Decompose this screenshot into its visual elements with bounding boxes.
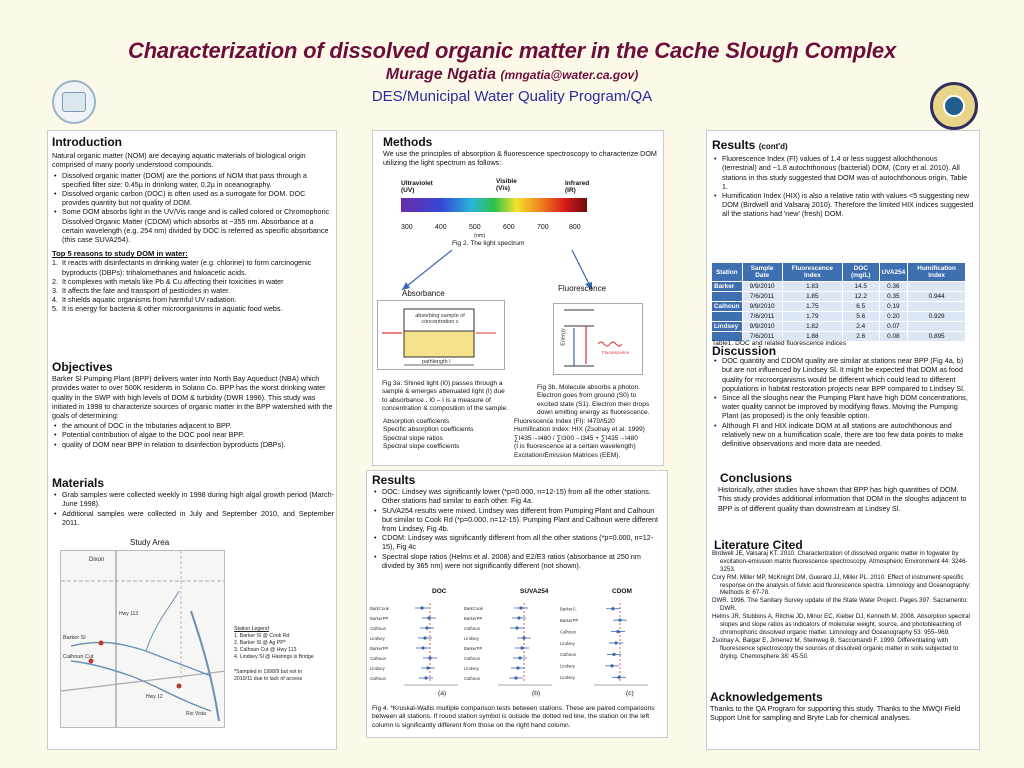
table-cell: 0.929 [908, 312, 966, 322]
methods-section [383, 135, 658, 169]
table-cell: 7/6/2011 [742, 292, 782, 302]
intro-heading: Introduction [52, 135, 122, 149]
fluorescence-diagram [553, 303, 643, 375]
table-cell: Calhoun [712, 302, 743, 312]
table-header-row [712, 263, 966, 282]
fluorescence-emission-label: Fluorescence [602, 350, 630, 355]
table-cell: 5.6 [842, 312, 879, 322]
literature-section [712, 538, 976, 661]
objective-bullet: • quality of DOM near BPP in relation to disinfection byproducts (DBPs). [52, 440, 334, 449]
result-bullet: • Spectral slope ratios (Helms et al. 2008) and E2/E3 ratios (absorbance at 250 nm divided by 365 nm) were not significantly different (not shown). [372, 552, 662, 570]
map-title: Study Area [130, 538, 170, 547]
results-heading: Results [372, 473, 416, 487]
absorbance-item: Spectral slope coefficients [383, 443, 460, 451]
panel-label-a: (a) [438, 690, 447, 697]
row-label: BarkCook [370, 605, 389, 611]
station-dot [520, 646, 523, 649]
legend-item: 2. Barker Sl @ Ag PP* [234, 640, 286, 646]
visible-label: Visible (Vis) [496, 178, 517, 192]
station-dot [423, 636, 426, 639]
absorbance-item: Specific absorption coefficients [383, 426, 474, 434]
station-dot [420, 606, 423, 609]
reference-item: Zsolnay A, Baigar E, Jimenez M, Steinweg B, Saccomandi F. 1999. Differentiating with fluorescence spectroscopy the sources of dissolved organic matter in soils subjected to drying. Chemosphere 38: 45-50. [712, 636, 959, 660]
result-bullet: • DOC: Lindsey was significantly lower (*p=0.000, n=12-15) from all the other stations. Other stations had similar to each other. Fig 4a. [372, 487, 662, 505]
row-label: BarkerPP [464, 645, 483, 651]
material-bullet: • Grab samples were collected weekly in 1998 during high algal growth period (March-June 1998). [52, 490, 334, 508]
row-label: Lindsey [560, 640, 575, 646]
spectrum-tick: 300 [401, 224, 413, 231]
station-dot [515, 626, 518, 629]
reference-item: Helms JR, Stubbins A, Ritchie JD, Minor EC, Kieber DJ, Kenneth M. 2008. Absorption spectral slopes and slope ratios as indicators of molecular weight, source, and photobleaching of chromophoric dissolved organic matter. Limnology and Oceanography 53: 955–969. [712, 613, 970, 636]
table-header-cell: Fluorescence Index [782, 263, 842, 282]
objectives-heading: Objectives [52, 360, 113, 374]
station-dot [516, 666, 519, 669]
discussion-section [712, 335, 974, 448]
row-label: Calhoun [370, 655, 387, 661]
suva-dotplot [462, 599, 554, 689]
objective-bullet: • Potential contribution of algae to the DOC pool near BPP. [52, 430, 334, 439]
table-cell: 14.5 [842, 282, 879, 292]
table-header-cell: Station [712, 263, 743, 282]
cdom-chart-title: CDOM [612, 588, 632, 595]
fluorescence-item: Humification Index: HIX (Zsolnay et al. 1999) [514, 426, 645, 434]
author-line [0, 66, 1024, 84]
map-label-hwy113: Hwy 113 [119, 611, 139, 617]
table-cell: 1.85 [782, 292, 842, 302]
table1-caption: Table1. DOC and related fluorescence indices [712, 340, 847, 347]
reason-item: 5. It is energy for bacteria & other microorganisms in aquatic food webs. [52, 304, 283, 314]
spectrum-bar [401, 198, 587, 212]
energy-axis-label: Energy [560, 328, 567, 346]
map-label-dixon: Dixon [89, 557, 105, 563]
absorbance-list [383, 418, 503, 452]
station-dot [617, 676, 620, 679]
discussion-bullet: • Since all the sloughs near the Pumping Plant have high DOM concentrations, water quality cannot be improved by modifying flows. Moving the Pumping Plant (as proposed) is the only feasible option. [712, 393, 974, 421]
row-label: BarkerPP [370, 645, 389, 651]
reference-item: Birdwell JE, Valsaraj KT. 2010. Characterization of dissolved organic matter in fogwater by excitation-emission matrix fluorescence spectroscopy. Atmospheric Environment 44: 3246-3253. [712, 549, 968, 573]
material-bullet: • Additional samples were collected in July and September 2010, and September 2011. [52, 509, 334, 527]
table-cell [908, 302, 966, 312]
intro-bullet: • Some DOM absorbs light in the UV/Vis range and is called colored or Chromophoric Dissolved Organic Matter (CDOM) which absorbs at ~355 nm. Absorbance at a certain wavelength (e.g. 254 nm) divided by DOC is referred as specific absorbance (this case SUVA254). [52, 207, 334, 244]
table-cell: 1.88 [782, 332, 842, 342]
results-cont-bullets [712, 154, 974, 218]
objective-bullet: • the amount of DOC in the tributaries adjacent to BPP. [52, 421, 334, 430]
cdom-dotplot [558, 599, 650, 689]
table-row [712, 302, 966, 312]
results-cont-bullet: • Fluorescence Index (FI) values of 1.4 or less suggest allochthonous (terrestrial) and ~1.8 autochthonous (bacterial) DOM, (Cory et al. 2010). All stations in this study suggested that DOM was of autochthonous origin, Table 1. [712, 154, 974, 191]
table-row [712, 312, 966, 322]
table-cell: 1.79 [782, 312, 842, 322]
row-label: BarkerPP [464, 615, 483, 621]
map-label-calhoun: Calhoun Cut [63, 654, 94, 660]
row-label: BarkerPP [560, 617, 579, 623]
table-cell: Lindsey [712, 322, 743, 332]
absorbance-item: Spectral slope ratios [383, 434, 443, 442]
row-label: Calhoun [560, 629, 577, 635]
absorbance-diagram [377, 300, 505, 370]
station-dot [518, 656, 521, 659]
fig2-caption: Fig 2. The light spectrum [452, 240, 525, 247]
reasons-heading: Top 5 reasons to study DOM in water: [52, 249, 188, 259]
table-row [712, 292, 966, 302]
doc-fluorescence-table [711, 262, 966, 342]
results-section [372, 473, 662, 570]
discussion-heading: Discussion [712, 344, 777, 358]
intro-bullets [52, 171, 334, 245]
acknowledgements-text: Thanks to the QA Program for supporting this study. Thanks to the MWQI Field Support Unit for sampling and Bryte Lab for chemical analyses. [710, 704, 961, 723]
table-header-cell: Sample Date [742, 263, 782, 282]
row-label: Calhoun [370, 625, 387, 631]
acknowledgements-heading: Acknowledgements [710, 690, 823, 704]
table-cell: 1.83 [782, 282, 842, 292]
table-cell: 0.08 [879, 332, 908, 342]
table-cell [712, 312, 743, 322]
table-cell [908, 322, 966, 332]
discussion-bullet: • Although FI and HIX indicate DOM at all stations are autochthonous and relatively new on a humification scale, there are too few data points to make definitive observations and more data are needed. [712, 421, 974, 449]
table-cell: 9/9/2010 [742, 322, 782, 332]
table-cell: 0.895 [908, 332, 966, 342]
station-dot [421, 646, 424, 649]
spectrum-tick: 600 [503, 224, 515, 231]
reasons-list [52, 258, 334, 313]
results-bullets [372, 487, 662, 570]
suva-chart-title: SUVA254 [520, 588, 549, 595]
table-header-cell: DOC (mg/L) [842, 263, 879, 282]
table-header-cell: Humification Index [908, 263, 966, 282]
absorbance-label: Absorbance [402, 289, 445, 298]
panel-label-c: (c) [626, 690, 634, 697]
results-cont-section [712, 138, 974, 219]
result-bullet: • CDOM: Lindsey was significantly different from all the other stations (*p=0.000, n=12-15), Fig 4c [372, 533, 662, 551]
table-cell: 0.944 [908, 292, 966, 302]
fluorescence-label: Fluorescence [558, 284, 607, 293]
reason-item: 1. It reacts with disinfectants in drinking water (e.g. chlorine) to form carcinogenic byproducts (DBPs): trihalomethanes and haloacetic acids. [52, 258, 312, 277]
table-cell: 12.2 [842, 292, 879, 302]
station-dot [519, 606, 522, 609]
row-label: Calhoun [370, 675, 387, 681]
discussion-bullets [712, 356, 974, 448]
reference-item: Cory RM, Miller MP, McKnight DM, Guerard JJ, Miller PL. 2010. Effect of instrument-specific response on the analysis of fulvic acid fluorescence spectra. Limnology and Oceanography: Methods 8: 67-78. [712, 573, 971, 597]
fluorescence-item: (I is fluorescence at a certain wavelength) [514, 443, 636, 451]
acknowledgements-section [710, 690, 980, 724]
row-label: BarkerC. [560, 606, 577, 612]
uv-label: Ultraviolet (UV) [401, 180, 433, 194]
author-name: Murage Ngatia [385, 66, 497, 83]
doc-dotplot [368, 599, 460, 689]
table-cell: 1.75 [782, 302, 842, 312]
table-cell: 7/6/2011 [742, 332, 782, 342]
legend-note: *Sampled in 1998/9 but not in 2010/11 due to lack of access [234, 669, 303, 682]
fluorescence-list [514, 418, 662, 460]
row-label: Calhoun [464, 655, 481, 661]
table-cell: 0.19 [879, 302, 908, 312]
table-cell: 0.20 [879, 312, 908, 322]
station-dot [428, 656, 431, 659]
station-dot [610, 664, 613, 667]
study-area-map [60, 550, 225, 728]
objectives-bullets [52, 421, 334, 449]
row-label: Lindsey [370, 665, 385, 671]
materials-section [52, 476, 334, 527]
table-row [712, 322, 966, 332]
station-dot [522, 636, 525, 639]
doc-chart-title: DOC [432, 588, 447, 595]
map-label-barker: Barker Sl [63, 635, 86, 641]
methods-lead: We use the principles of absorption & fluorescence spectroscopy to characterize DOM utilizing the light spectrum as follows: [383, 149, 657, 168]
row-label: Lindsey [464, 665, 479, 671]
materials-bullets [52, 490, 334, 527]
author-email: (mngatia@water.ca.gov) [500, 68, 639, 82]
reference-item: DWR. 1996. The Sanitary Survey update of the State Water Project. Pages 397. Sacramento: DWR. [712, 597, 968, 613]
table-cell: 7/6/2011 [742, 312, 782, 322]
results-cont-bullet: • Humification Index (HIX) is also a relative ratio with values <5 suggesting new DOM (Birdwell and Valsaraj 2010). Therefore the limited HIX indices suggested all the stations had 'new' (fresh) DOM. [712, 191, 974, 219]
ir-label: Infrared (IR) [565, 180, 590, 194]
station-dot [614, 641, 617, 644]
table-cell: 2.4 [842, 322, 879, 332]
row-label: Lindsey [370, 635, 385, 641]
table-header-cell: UVA254 [879, 263, 908, 282]
table-body [712, 282, 966, 342]
fig3b-caption: Fig 3b. Molecule absorbs a photon. Electron goes from ground (S0) to excited state (S1). Electron then drops down emitting energy as fluorescence. [537, 384, 650, 417]
reason-item: 4. It shields aquatic organisms from harmful UV radiation. [52, 295, 237, 305]
legend-item: 4. Lindsey Sl @ Hastings is Bridge [234, 654, 314, 660]
poster-title: Characterization of dissolved organic matter in the Cache Slough Complex [128, 38, 896, 63]
table-cell: 9/9/2010 [742, 282, 782, 292]
result-bullet: • SUVA254 results were mixed. Lindsey was different from Pumping Plant and Calhoun but similar to Cook Rd (*p=0.000, n=12-15). Pumping Plant and Calhoun were different from Lindsey, Fig 4b. [372, 506, 662, 534]
program-name: DES/Municipal Water Quality Program/QA [371, 88, 653, 105]
row-label: Lindsey [464, 635, 479, 641]
fig3a-caption: Fig 3a. Shined light (I0) passes through a sample & emerges attenuated light (I) due to absorbance . I0 – I is a measure of concentration & composition of the sample. [382, 380, 509, 413]
row-label: Calhoun [464, 625, 481, 631]
reason-item: 2. It complexes with metals like Pb & Cu affecting their toxicities in water [52, 276, 284, 286]
fluorescence-item: Fluorescence Index (FI): I470/I520 [514, 418, 615, 425]
table-cell: 0.36 [879, 282, 908, 292]
intro-lead: Natural organic matter (NOM) are decaying aquatic materials of biological origin comprised of many poorly understood compounds. [52, 151, 306, 170]
spectrum-tick: 500 [469, 224, 481, 231]
spectrum-tick: 700 [537, 224, 549, 231]
table-cell [712, 292, 743, 302]
table-cell [908, 282, 966, 292]
fig4-caption: Fig 4. *Kruskal-Wallis multiple comparison tests between stations. These are paired comparisons between all stations. If round station symbol is outside the dotted red line, the station on the left column is significantly different from those on the right hand column. [372, 705, 655, 729]
table-cell: 1.82 [782, 322, 842, 332]
intro-bullet: • Dissolved organic carbon (DOC) is often used as a surrogate for DOM. DOC provides quantity but not quality of DOM. [52, 189, 334, 207]
objectives-section [52, 360, 334, 449]
table-cell: 2.6 [842, 332, 879, 342]
conclusions-heading: Conclusions [720, 471, 793, 485]
station-legend [234, 626, 314, 683]
map-label-rio-vista: Rio Vista [186, 711, 206, 717]
results-cont-heading: Results (cont'd) [712, 138, 788, 152]
row-label: BarkCook [464, 605, 483, 611]
spectrum-tick: 400 [435, 224, 447, 231]
station-dot [611, 607, 614, 610]
row-label: BarkerPP [370, 615, 389, 621]
introduction-section [52, 135, 334, 314]
table-cell: 9/9/2010 [742, 302, 782, 312]
panel-label-b: (b) [532, 690, 541, 697]
table-cell: 6.5 [842, 302, 879, 312]
table-cell: 0.35 [879, 292, 908, 302]
station-dot [618, 619, 621, 622]
map-label-hwy12: Hwy 12 [146, 694, 163, 700]
conclusions-text: Historically, other studies have shown that BPP has high quantities of DOM. This study provides additional information that DOM in the sloughs adjacent to BPP is of different quality than downstream at Lindsey Sl. [718, 485, 967, 513]
station-dot [514, 676, 517, 679]
discussion-bullet: • DOC quantity and CDOM quality are similar at stations near BPP (Fig 4a, b) but are not influenced by Lindsey Sl. It might be expected that DOM as food quality for microorganisms would be different which could lead to different populations in habitat restoration projects near BPP compared to Lindsey Sl. [712, 356, 974, 393]
conclusions-section [718, 471, 974, 514]
legend-item: 3. Calhoun Cut @ Hwy 113 [234, 647, 297, 653]
table-row [712, 282, 966, 292]
station-dot [517, 616, 520, 619]
absorbance-item: Absorption coefficients [383, 418, 450, 425]
fluorescence-item: Excitation/Emission Matrices (EEM). [514, 451, 621, 459]
legend-item: 1. Barker Sl @ Cook Rd [234, 633, 290, 639]
station-dot [425, 626, 428, 629]
materials-heading: Materials [52, 476, 105, 490]
reason-item: 3. It affects the fate and transport of pesticides in water. [52, 286, 231, 296]
station-dot [424, 676, 427, 679]
absorbing-sample-text: absorbing sample of concentration c [415, 313, 465, 325]
fluorescence-item: ∑I435→I480 / ∑I300→I345 + ∑I435→I480 [514, 434, 638, 442]
objectives-lead: Barker Sl Pumping Plant (BPP) delivers water into North Bay Aqueduct (NBA) which provides water to over 500K residents in Solano Co. BPP has the worst drinking water quality in the SWP with high levels of DOM & turbidity (DWR 1996). This study was initiated in 1998 to characterize sources of organic matter in the BPP watershed with the goals of determining: [52, 374, 333, 421]
station-dot [427, 616, 430, 619]
station-dot [616, 630, 619, 633]
row-label: Calhoun [560, 652, 577, 658]
spectrum-unit: (nm) [474, 233, 486, 239]
intro-bullet: • Dissolved organic matter (DOM) are the portions of NOM that pass through a specified filter size: 0.45µ in drinking water, 0.2µ in oceanography. [52, 171, 334, 189]
table-cell: 0.07 [879, 322, 908, 332]
methods-heading: Methods [383, 135, 433, 149]
pathlength-text: pathlength l [422, 359, 451, 365]
row-label: Lindsey [560, 675, 575, 681]
station-dot [426, 666, 429, 669]
legend-title: Station Legend [234, 626, 269, 632]
literature-heading: Literature Cited [714, 538, 803, 552]
station-dot [612, 653, 615, 656]
table-cell: Barker [712, 282, 743, 292]
row-label: Lindsey [560, 663, 575, 669]
light-spectrum-figure [401, 178, 590, 234]
spectrum-tick: 800 [569, 224, 581, 231]
row-label: Calhoun [464, 675, 481, 681]
